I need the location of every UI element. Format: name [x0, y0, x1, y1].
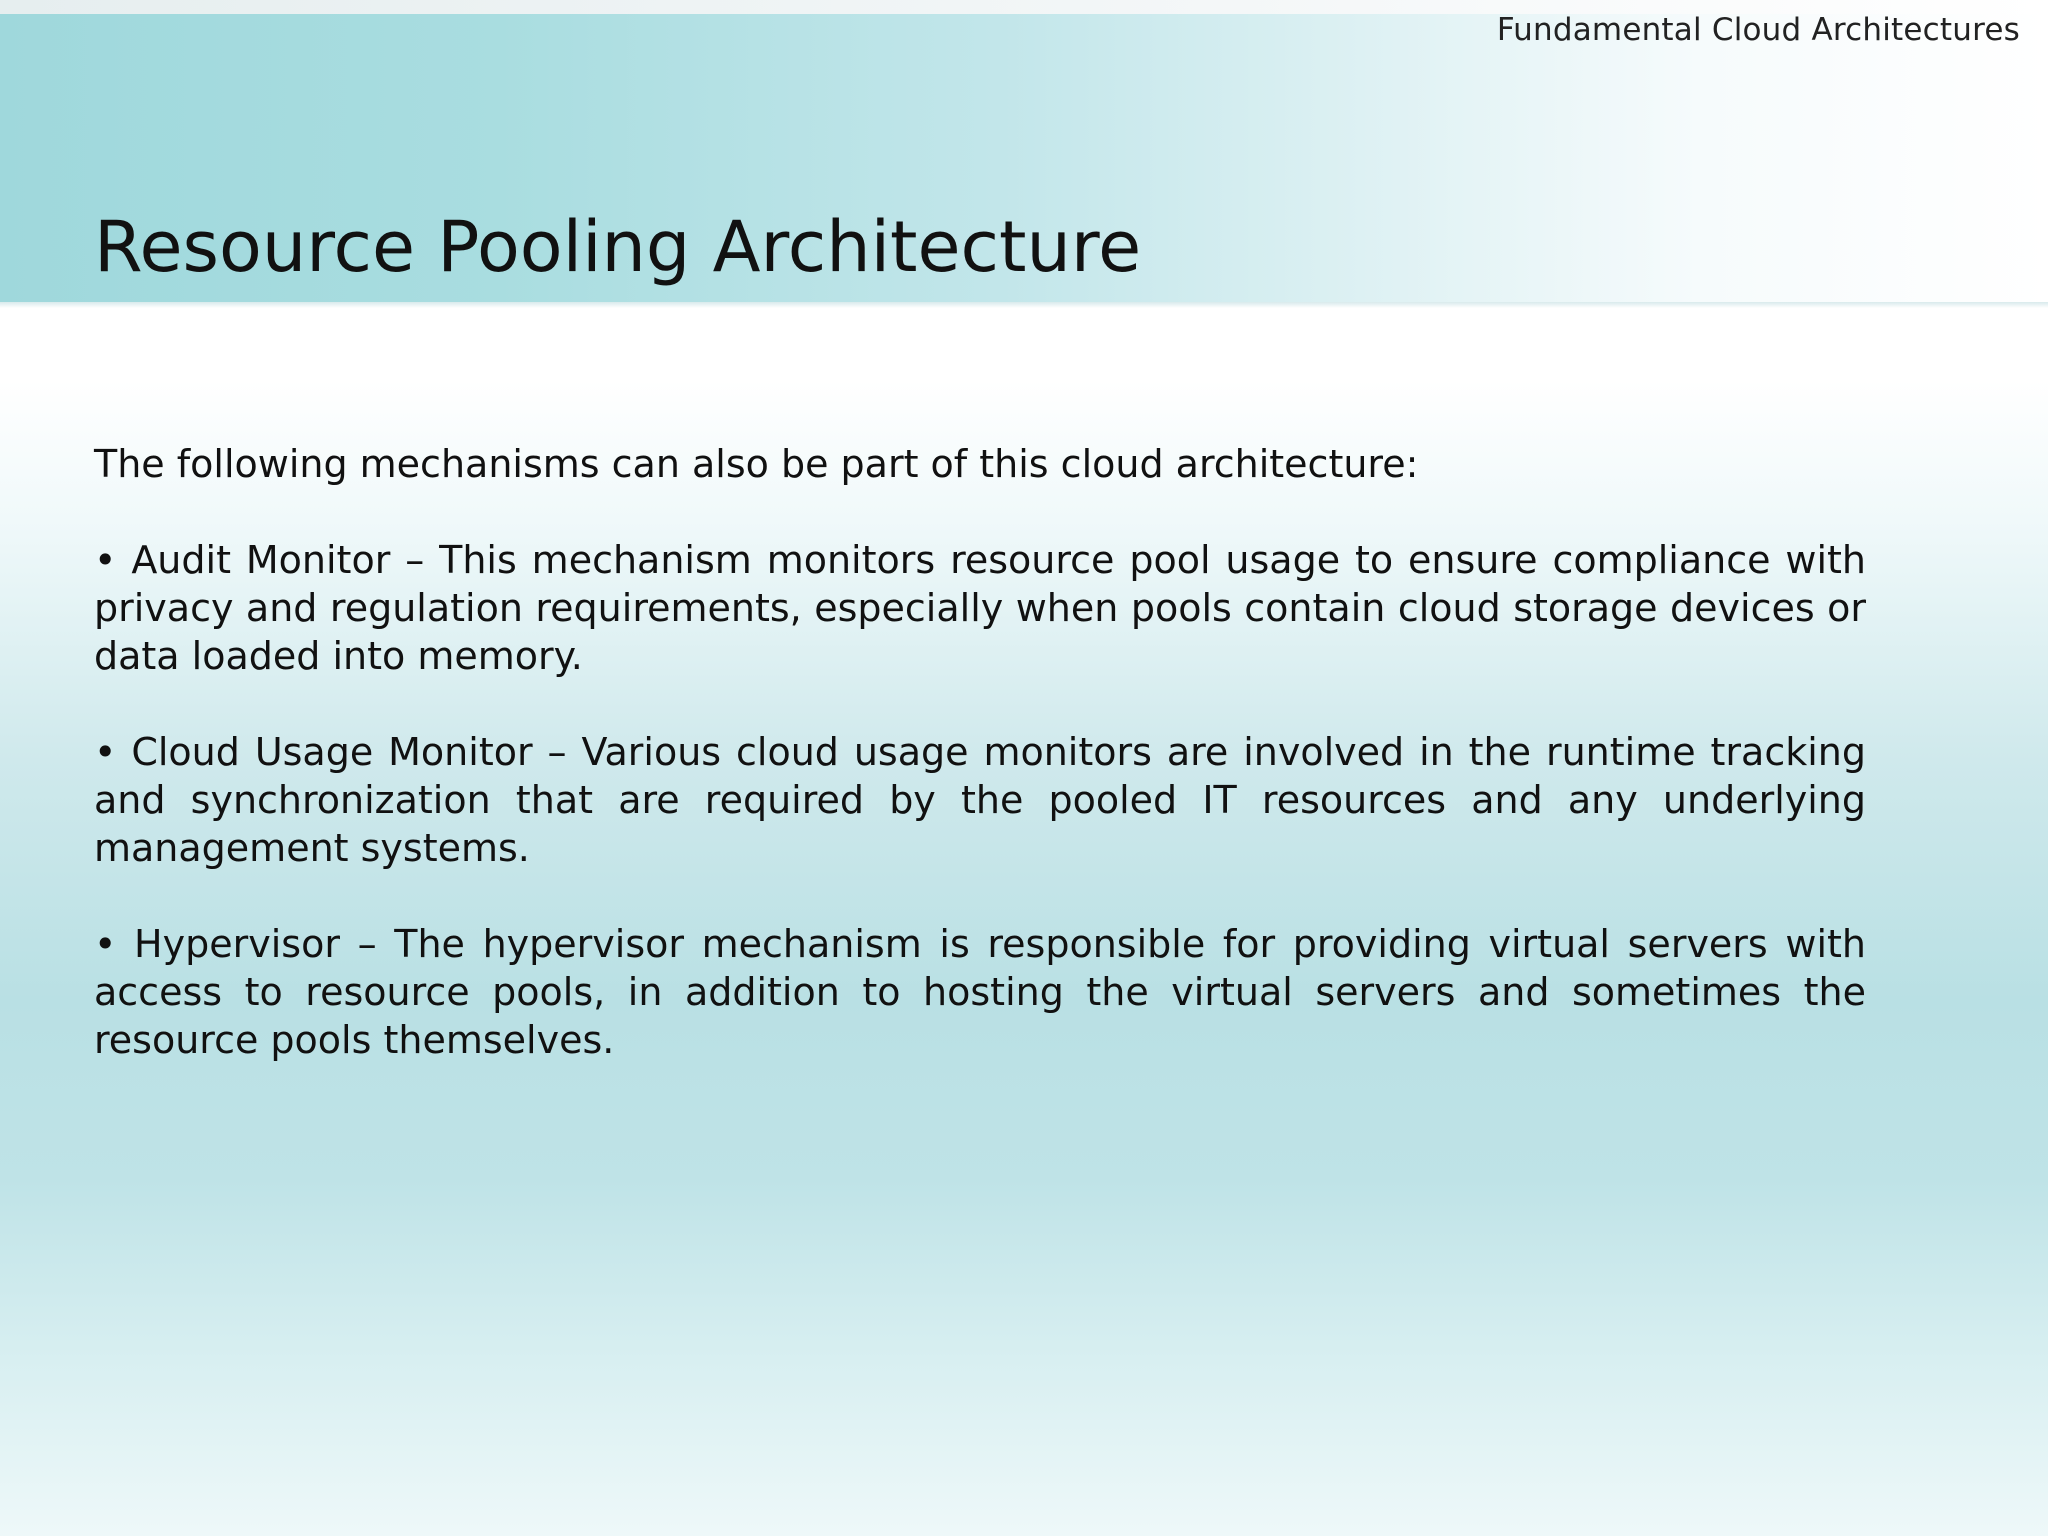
intro-text: The following mechanisms can also be part of this cloud architecture: [94, 442, 1419, 486]
slide-body [94, 440, 1866, 1112]
bullet-cloud-usage-monitor: • Cloud Usage Monitor – Various cloud usage monitors are involved in the runtime tracking and synchronization that are required by the pooled IT resources and any underlying management systems. [94, 730, 1866, 870]
section-label: Fundamental Cloud Architectures [1496, 12, 2020, 48]
bullet-audit-monitor: • Audit Monitor – This mechanism monitors resource pool usage to ensure compliance with privacy and regulation requirements, especially when pools contain cloud storage devices or data loaded into memory. [94, 538, 1866, 678]
slide-title: Resource Pooling Architecture [94, 206, 1142, 288]
bullet-hypervisor: • Hypervisor – The hypervisor mechanism is responsible for providing virtual servers with access to resource pools, in addition to hosting the virtual servers and sometimes the resource pools themselves. [94, 922, 1866, 1062]
